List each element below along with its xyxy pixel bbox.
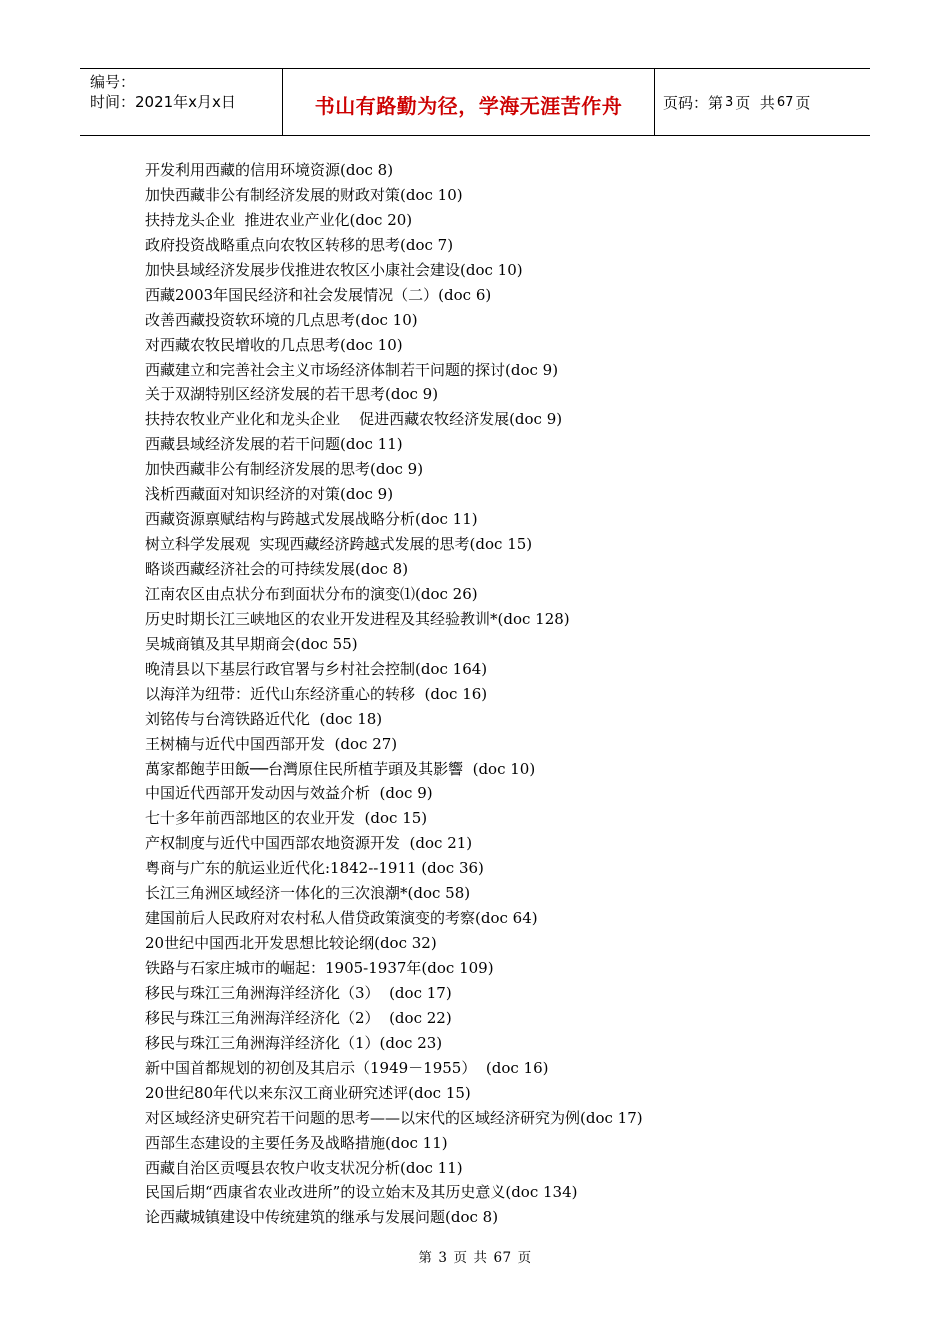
list-item: 萬家都飽芋田飯──台灣原住民所植芋頭及其影響 (doc 10) [145, 759, 536, 778]
list-item: 西藏县域经济发展的若干问题(doc 11) [145, 435, 403, 454]
list-item: 论西藏城镇建设中传统建筑的继承与发展问题(doc 8) [145, 1208, 499, 1227]
header-meta [80, 69, 282, 135]
list-item: 改善西藏投资软环境的几点思考(doc 10) [145, 310, 418, 329]
list-item: 20世纪中国西北开发思想比较论纲(doc 32) [145, 934, 437, 953]
footer-gong: 共 [473, 1250, 488, 1266]
page-footer [0, 1246, 950, 1266]
list-item: 西藏建立和完善社会主义市场经济体制若干问题的探讨(doc 9) [145, 360, 559, 379]
document-title-list [145, 158, 643, 1230]
list-item: 新中国首都规划的初创及其启示（1949－1955） (doc 16) [145, 1058, 549, 1077]
page-current-number: 3 [725, 94, 734, 110]
footer-total-pages: 67 [493, 1250, 512, 1266]
list-item: 历史时期长江三峡地区的农业开发进程及其经验教训*(doc 128) [145, 609, 570, 628]
list-item: 西藏自治区贡嘎县农牧户收支状况分析(doc 11) [145, 1158, 463, 1177]
list-item: 产权制度与近代中国西部农地资源开发 (doc 21) [145, 834, 473, 853]
header-page-indicator [655, 69, 870, 135]
list-item: 粤商与广东的航运业近代化:1842--1911 (doc 36) [145, 859, 484, 878]
list-item: 加快县域经济发展步伐推进农牧区小康社会建设(doc 10) [145, 260, 523, 279]
list-item: 西部生态建设的主要任务及战略措施(doc 11) [145, 1133, 448, 1152]
footer-current-page: 3 [438, 1250, 448, 1266]
page-total-number: 67 [776, 94, 794, 110]
page-suffix: 页 [795, 93, 811, 112]
list-item: 移民与珠江三角洲海洋经济化（2） (doc 22) [145, 1008, 452, 1027]
list-item: 江南农区由点状分布到面状分布的演变⑴(doc 26) [145, 584, 478, 603]
list-item: 扶持龙头企业 推进农业产业化(doc 20) [145, 210, 413, 229]
page-header [80, 68, 870, 136]
list-item: 中国近代西部开发动因与效益介析 (doc 9) [145, 784, 433, 803]
list-item: 移民与珠江三角洲海洋经济化（3） (doc 17) [145, 983, 452, 1002]
list-item: 铁路与石家庄城市的崛起：1905-1937年(doc 109) [145, 959, 494, 977]
list-item: 关于双湖特别区经济发展的若干思考(doc 9) [145, 385, 439, 404]
list-item: 西藏资源禀赋结构与跨越式发展战略分析(doc 11) [145, 510, 478, 529]
page-prefix: 页码：第 [663, 93, 724, 112]
list-item: 开发利用西藏的信用环境资源(doc 8) [145, 161, 394, 179]
list-item: 对西藏农牧民增收的几点思考(doc 10) [145, 335, 403, 354]
list-item: 树立科学发展观 实现西藏经济跨越式发展的思考(doc 15) [145, 535, 533, 554]
list-item: 民国后期“西康省农业改进所”的设立始末及其历史意义(doc 134) [145, 1183, 578, 1202]
document-time-label: 时间：2021年x月x日 [90, 93, 236, 111]
document-number-label: 编号： [90, 73, 136, 91]
list-item: 扶持农牧业产业化和龙头企业 促进西藏农牧经济发展(doc 9) [145, 410, 563, 429]
list-item: 建国前后人民政府对农村私人借贷政策演变的考察(doc 64) [145, 909, 538, 928]
header-motto-cell [282, 69, 655, 135]
list-item: 七十多年前西部地区的农业开发 (doc 15) [145, 809, 428, 828]
footer-ye-end: 页 [517, 1250, 532, 1266]
list-item: 略谈西藏经济社会的可持续发展(doc 8) [145, 560, 409, 578]
list-item: 移民与珠江三角洲海洋经济化（1）(doc 23) [145, 1033, 443, 1052]
footer-di: 第 [418, 1250, 433, 1266]
list-item: 刘铭传与台湾铁路近代化 (doc 18) [145, 709, 383, 728]
page-middle: 页 共 [735, 93, 775, 112]
list-item: 对区域经济史研究若干问题的思考——以宋代的区域经济研究为例(doc 17) [145, 1108, 643, 1127]
footer-ye: 页 [453, 1250, 468, 1266]
list-item: 政府投资战略重点向农牧区转移的思考(doc 7) [145, 235, 454, 254]
list-item: 吴城商镇及其早期商会(doc 55) [145, 634, 358, 653]
list-item: 20世纪80年代以来东汉工商业研究述评(doc 15) [145, 1083, 471, 1102]
list-item: 加快西藏非公有制经济发展的思考(doc 9) [145, 460, 424, 479]
list-item: 西藏2003年国民经济和社会发展情况（二）(doc 6) [145, 285, 492, 304]
list-item: 浅析西藏面对知识经济的对策(doc 9) [145, 485, 394, 504]
list-item: 以海洋为纽带：近代山东经济重心的转移 (doc 16) [145, 684, 488, 703]
list-item: 王树楠与近代中国西部开发 (doc 27) [145, 734, 398, 753]
list-item: 晚清县以下基层行政官署与乡村社会控制(doc 164) [145, 659, 488, 678]
header-motto: 书山有路勤为径，学海无涯苦作舟 [314, 93, 623, 118]
list-item: 长江三角洲区域经济一体化的三次浪潮*(doc 58) [145, 884, 471, 903]
list-item: 加快西藏非公有制经济发展的财政对策(doc 10) [145, 185, 463, 204]
